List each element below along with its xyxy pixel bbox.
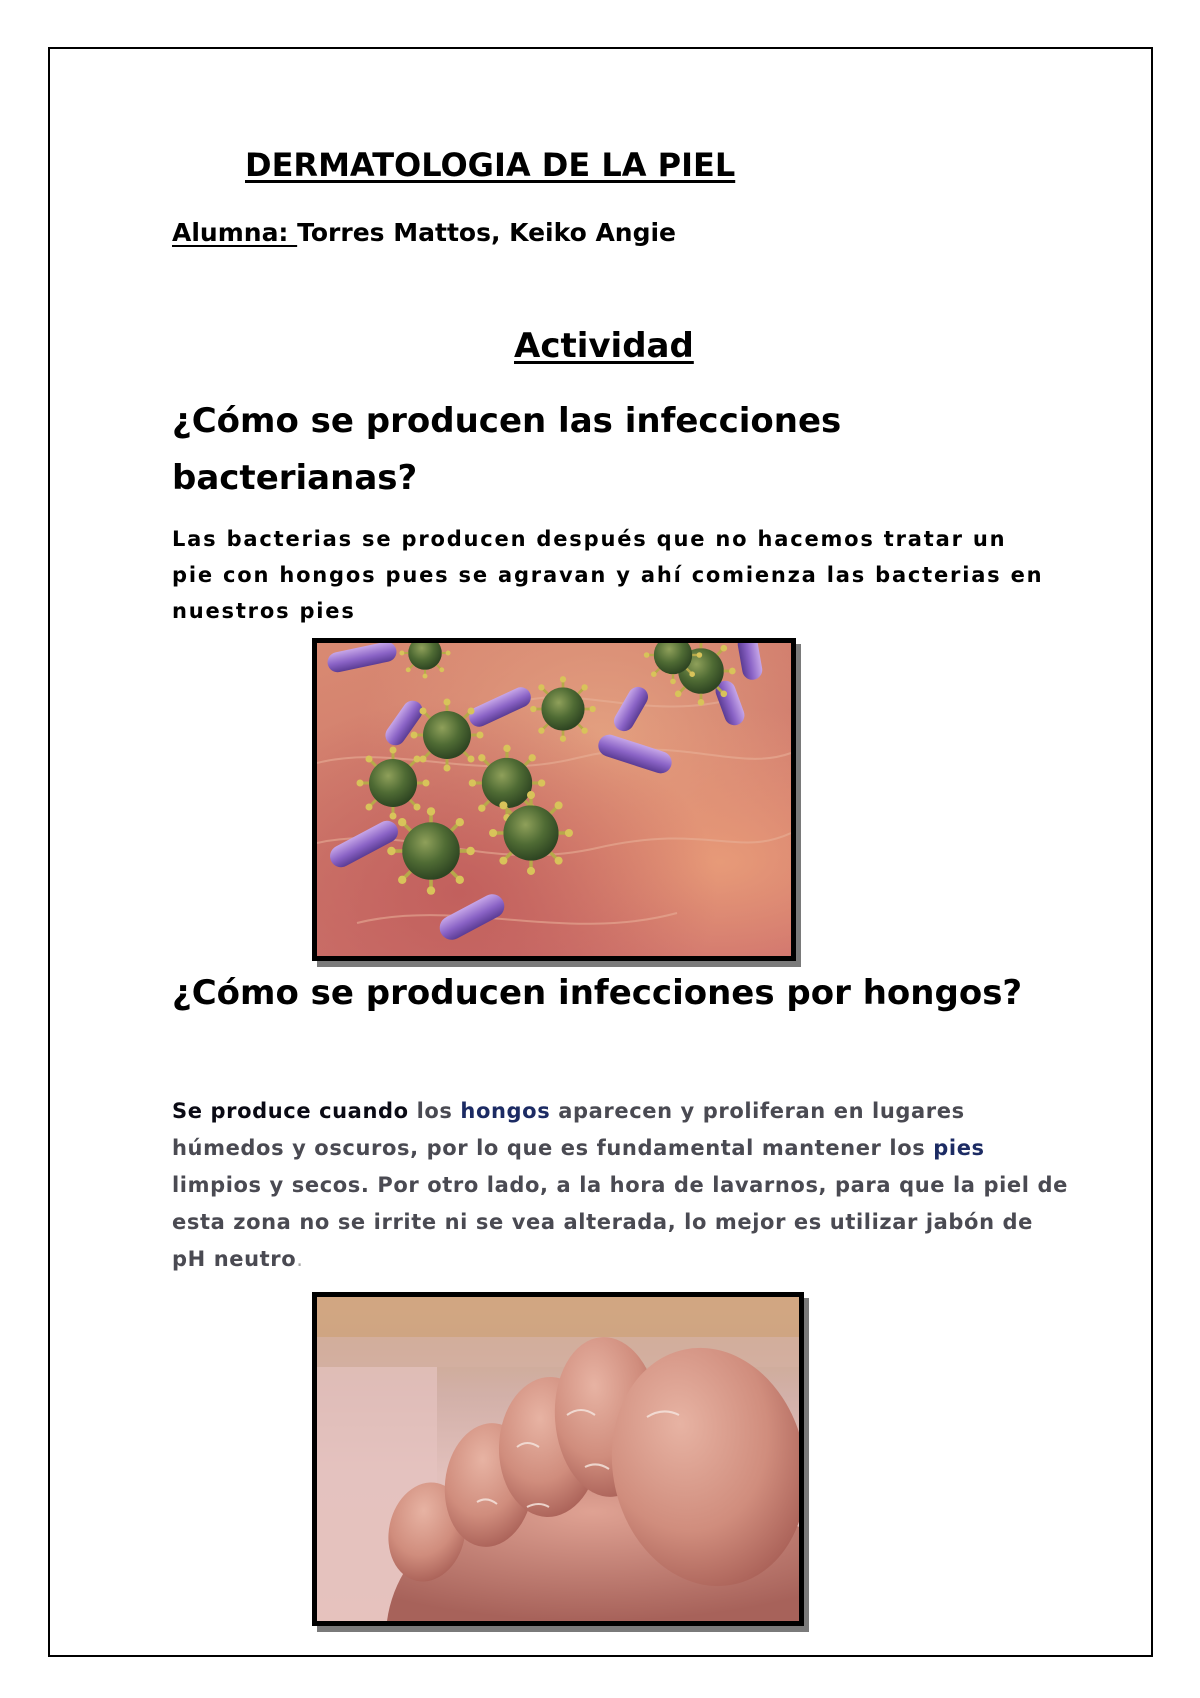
bacteria-illustration-icon	[317, 643, 791, 956]
answer-fungi-pies: pies	[933, 1136, 985, 1160]
answer-fungi-hongos: hongos	[460, 1099, 551, 1123]
question-bacteria: ¿Cómo se producen las infecciones bacterianas?	[172, 401, 842, 498]
foot-photo-icon	[317, 1297, 799, 1621]
document-title: DERMATOLOGIA DE LA PIEL	[245, 146, 736, 184]
student-label: Alumna:	[172, 218, 298, 247]
student-line	[172, 218, 676, 247]
bacteria-image	[312, 638, 796, 961]
activity-heading: Actividad	[514, 326, 694, 366]
answer-fungi-part-6: limpios y secos. Por otro lado, a la hora de lavarnos, para que la piel de esta zona no se irrite ni se vea alterada, lo mejor es utilizar jabón de pH neutro	[172, 1173, 1068, 1271]
answer-bacteria: Las bacterias se producen después que no hacemos tratar un pie con hongos pues se agravan y ahí comienza las bacterias en nuestros pies	[172, 527, 1044, 623]
answer-fungi-part-1: Se produce cuando	[172, 1099, 417, 1123]
fungal-foot-image	[312, 1292, 804, 1626]
answer-fungi-part-2: los	[416, 1099, 461, 1123]
answer-fungi	[172, 1093, 1072, 1278]
student-name: Torres Mattos, Keiko Angie	[297, 218, 677, 247]
answer-fungi-part-4: aparecen y proliferan en lugares húmedos y oscuros, por lo que es fundamental mantener los	[172, 1099, 965, 1160]
answer-fungi-part-7: .	[296, 1247, 304, 1271]
question-fungi: ¿Cómo se producen infecciones por hongos?	[172, 973, 1023, 1013]
